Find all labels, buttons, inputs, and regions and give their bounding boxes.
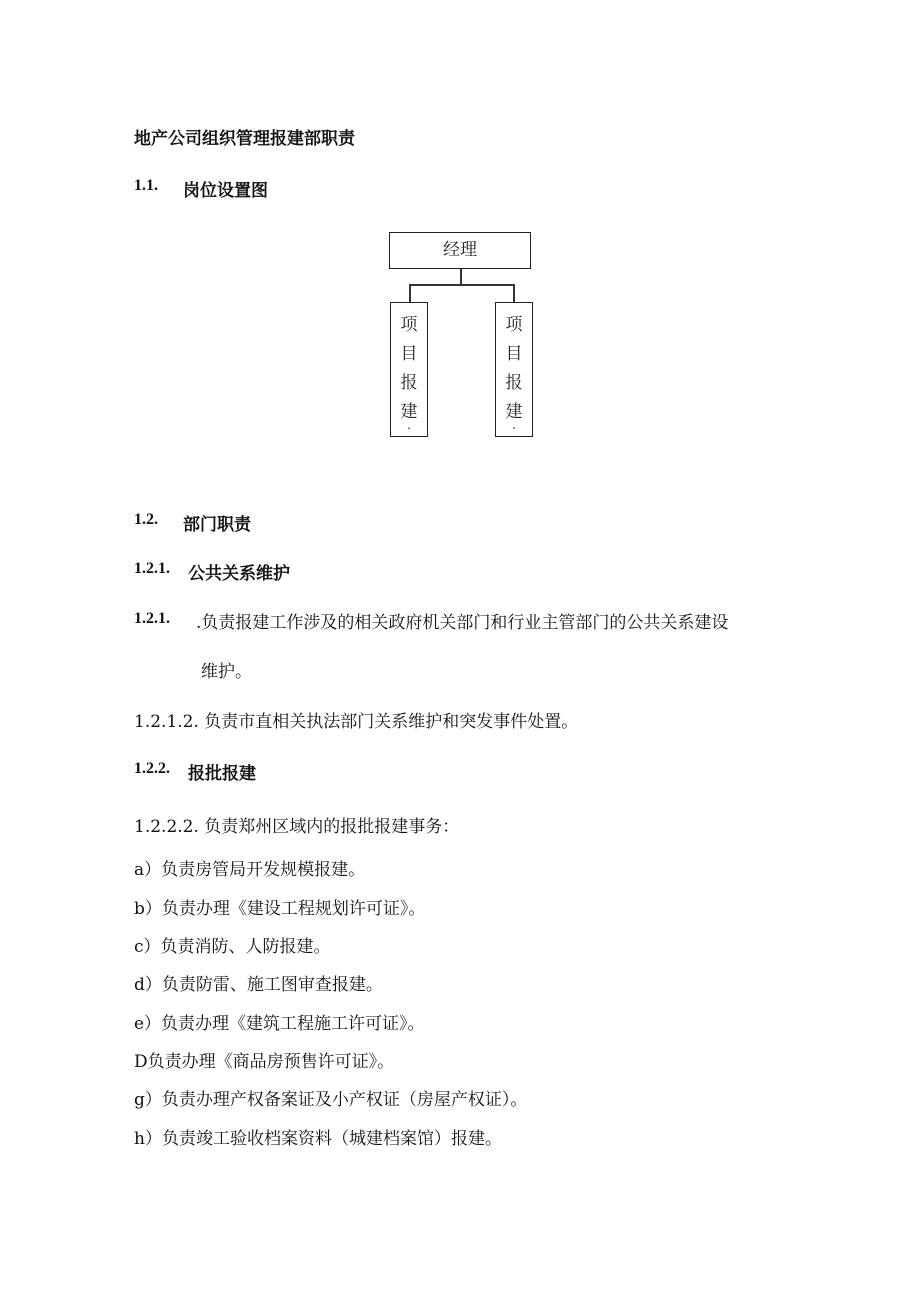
section-title-1-2: 部门职责 (183, 515, 251, 535)
paragraph-1-2-2-2: 1.2.2.2. 负责郑州区域内的报批报建事务： (134, 817, 460, 837)
section-title-1-1: 岗位设置图 (183, 181, 268, 201)
paragraph-1-2-1-2: 1.2.1.2. 负责市直相关执法部门关系维护和突发事件处置。 (134, 712, 579, 732)
org-box-right (495, 302, 533, 437)
org-box-manager-label: 经理 (443, 240, 477, 260)
list-item: c）负责消防、人防报建。 (134, 937, 331, 957)
list-item: g）负责办理产权备案证及小产权证（房屋产权证）。 (134, 1090, 528, 1110)
org-right-char-4: 建 (505, 402, 523, 422)
org-right-char-2: 目 (505, 344, 523, 364)
section-title-1-2-1: 公共关系维护 (188, 564, 290, 584)
org-left-char-1: 项 (400, 315, 418, 335)
list-item: h）负责竣工验收档案资料（城建档案馆）报建。 (134, 1129, 502, 1149)
org-left-char-4: 建 (400, 402, 418, 422)
list-item: a）负责房管局开发规模报建。 (134, 860, 366, 880)
section-number-1-2: 1.2. (134, 511, 158, 528)
org-connector-horizontal (409, 284, 514, 286)
org-left-dot: . (407, 418, 411, 432)
org-right-char-3: 报 (505, 373, 523, 393)
section-number-1-1: 1.1. (134, 177, 158, 194)
section-number-1-2-2: 1.2.2. (134, 760, 170, 777)
paragraph-number-1-2-1-1: 1.2.1. (134, 610, 170, 627)
org-right-dot: . (512, 418, 516, 432)
paragraph-1-2-1-1-line1: .负责报建工作涉及的相关政府机关部门和行业主管部门的公共关系建设 (196, 613, 729, 633)
list-item: b）负责办理《建设工程规划许可证》。 (134, 899, 426, 919)
section-number-1-2-1: 1.2.1. (134, 560, 170, 577)
org-box-manager (389, 232, 531, 269)
list-item: D负责办理《商品房预售许可证》。 (134, 1052, 395, 1072)
org-connector-left (409, 284, 411, 303)
org-right-char-1: 项 (505, 315, 523, 335)
list-item: d）负责防雷、施工图审查报建。 (134, 975, 383, 995)
org-box-left (390, 302, 428, 437)
org-left-char-2: 目 (400, 344, 418, 364)
paragraph-1-2-1-1-line2: 维护。 (201, 662, 252, 682)
org-connector-vertical (460, 269, 462, 285)
org-connector-right (513, 284, 515, 303)
org-left-char-3: 报 (400, 373, 418, 393)
section-title-1-2-2: 报批报建 (188, 764, 256, 784)
document-title: 地产公司组织管理报建部职责 (134, 129, 355, 149)
list-item: e）负责办理《建筑工程施工许可证》。 (134, 1014, 425, 1034)
